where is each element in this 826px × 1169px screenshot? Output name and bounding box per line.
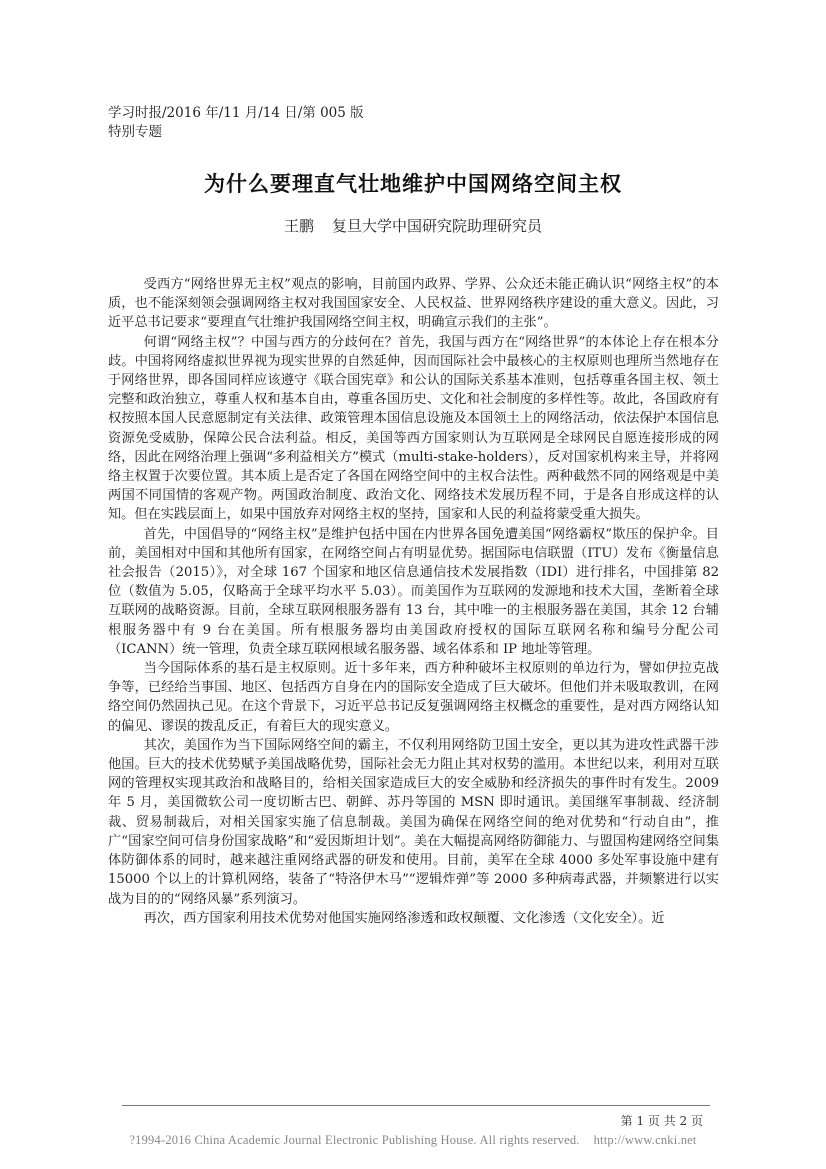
paragraph: 受西方“网络世界无主权”观点的影响，目前国内政界、学界、公众还未能正确认识“网络主权”的本质，也不能深刻领会强调网络主权对我国国家安全、人民权益、世界网络秩序建设的重大意义。因此，习近平总书记要求“要理直气壮维护我国网络空间主权，明确宣示我们的主张”。 [108,277,719,331]
article-title: 为什么要理直气壮地维护中国网络空间主权 [204,172,622,196]
author-name: 王鹏 [283,217,314,235]
author-affiliation: 复旦大学中国研究院助理研究员 [332,217,543,235]
article-body [108,275,719,928]
copyright-text: ?1994-2016 China Academic Journal Electronic Publishing House. All rights reserved. [129,1133,580,1147]
paragraph: 首先，中国倡导的“网络主权”是维护包括中国在内世界各国免遭美国“网络霸权”欺压的保护伞。目前，美国相对中国和其他所有国家，在网络空间占有明显优势。据国际电信联盟（ITU）发布《衡量信息社会报告（2015）》，对全球 167 个国家和地区信息通信技术发展指数（IDI）进行排名，中国排第 82 位（数值为 5.05，仅略高于全球平均水平 5.03）。而美国作为互联网的发源地和技术大国，垄断着全球互联网的战略资源。目前，全球互联网根服务器有 13 台，其中唯一的主根服务器在美国，其余 12 台辅根服务器中有 9 台在美国。所有根服务器均由美国政府授权的国际互联网名称和编号分配公司（ICANN）统一管理，负责全球互联网根域名服务器、域名体系和 IP 地址等管理。 [108,526,719,657]
paragraph: 何谓“网络主权”？中国与西方的分歧何在？首先，我国与西方在“网络世界”的本体论上存在根本分歧。中国将网络虚拟世界视为现实世界的自然延伸，因而国际社会中最核心的主权原则也理所当然地存在于网络世界，即各国同样应该遵守《联合国宪章》和公认的国际关系基本准则，包括尊重各国主权、领土完整和政治独立，尊重人权和基本自由，尊重各国历史、文化和社会制度的多样性等。故此，各国政府有权按照本国人民意愿制定有关法律、政策管理本国信息设施及本国领土上的网络活动，依法保护本国信息资源免受威胁，保障公民合法利益。相反，美国等西方国家则认为互联网是全球网民自愿连接形成的网络，因此在网络治理上强调“多利益相关方”模式（multi-stake-holders），反对国家机构来主导，并将网络主权置于次要位置。其本质上是否定了各国在网络空间中的主权合法性。两种截然不同的网络观是中美两国不同国情的客观产物。两国政治制度、政治文化、网络技术发展历程不同，于是各自形成这样的认知。但在实践层面上，如果中国放弃对网络主权的坚持，国家和人民的利益将蒙受重大损失。 [108,334,719,523]
copyright-line [0,1133,826,1148]
cnki-url: http://www.cnki.net [593,1133,697,1147]
publication-source: 学习时报/2016 年/11 月/14 日/第 005 版 [108,105,364,121]
publication-header [108,104,364,142]
paragraph: 再次，西方国家利用技术优势对他国实施网络渗透和政权颠覆、文化渗透（文化安全）。近 [143,910,665,926]
paragraph: 当今国际体系的基石是主权原则。近十多年来，西方种种破坏主权原则的单边行为，譬如伊拉克战争等，已经给当事国、地区、包括西方自身在内的国际安全造成了巨大破坏。但他们并未吸取教训，在网络空间仍然固执己见。在这个背景下，习近平总书记反复强调网络主权概念的重要性，是对西方网络认知的偏见、谬误的拨乱反正，有着巨大的现实意义。 [108,661,719,734]
page-indicator: 第 1 页 共 2 页 [620,1114,703,1128]
author-line [0,215,826,236]
section-label: 特别专题 [108,124,162,140]
footer-divider [122,1105,710,1106]
paragraph: 其次，美国作为当下国际网络空间的霸主，不仅利用网络防卫国土安全，更以其为进攻性武器干涉他国。巨大的技术优势赋予美国战略优势，国际社会无力阻止其对权势的滥用。本世纪以来，利用对互联网的管理权实现其政治和战略目的，给相关国家造成巨大的安全威胁和经济损失的事件时有发生。2009 年 5 月，美国微软公司一度切断古巴、朝鲜、苏丹等国的 MSN 即时通讯。美国继军事制裁、经济制裁、贸易制裁后，对相关国家实施了信息制裁。美国为确保在网络空间的绝对优势和“行动自由”，推广“国家空间可信身份国家战略”和“爱因斯坦计划”。美在大幅提高网络防御能力、与盟国构建网络空间集体防御体系的同时，越来越注重网络武器的研发和使用。目前，美军在全球 4000 多处军事设施中建有 15000 个以上的计算机网络，装备了“特洛伊木马”“逻辑炸弹”等 2000 多种病毒武器，并频繁进行以实战为目的的“网络风暴”系列演习。 [108,737,719,907]
